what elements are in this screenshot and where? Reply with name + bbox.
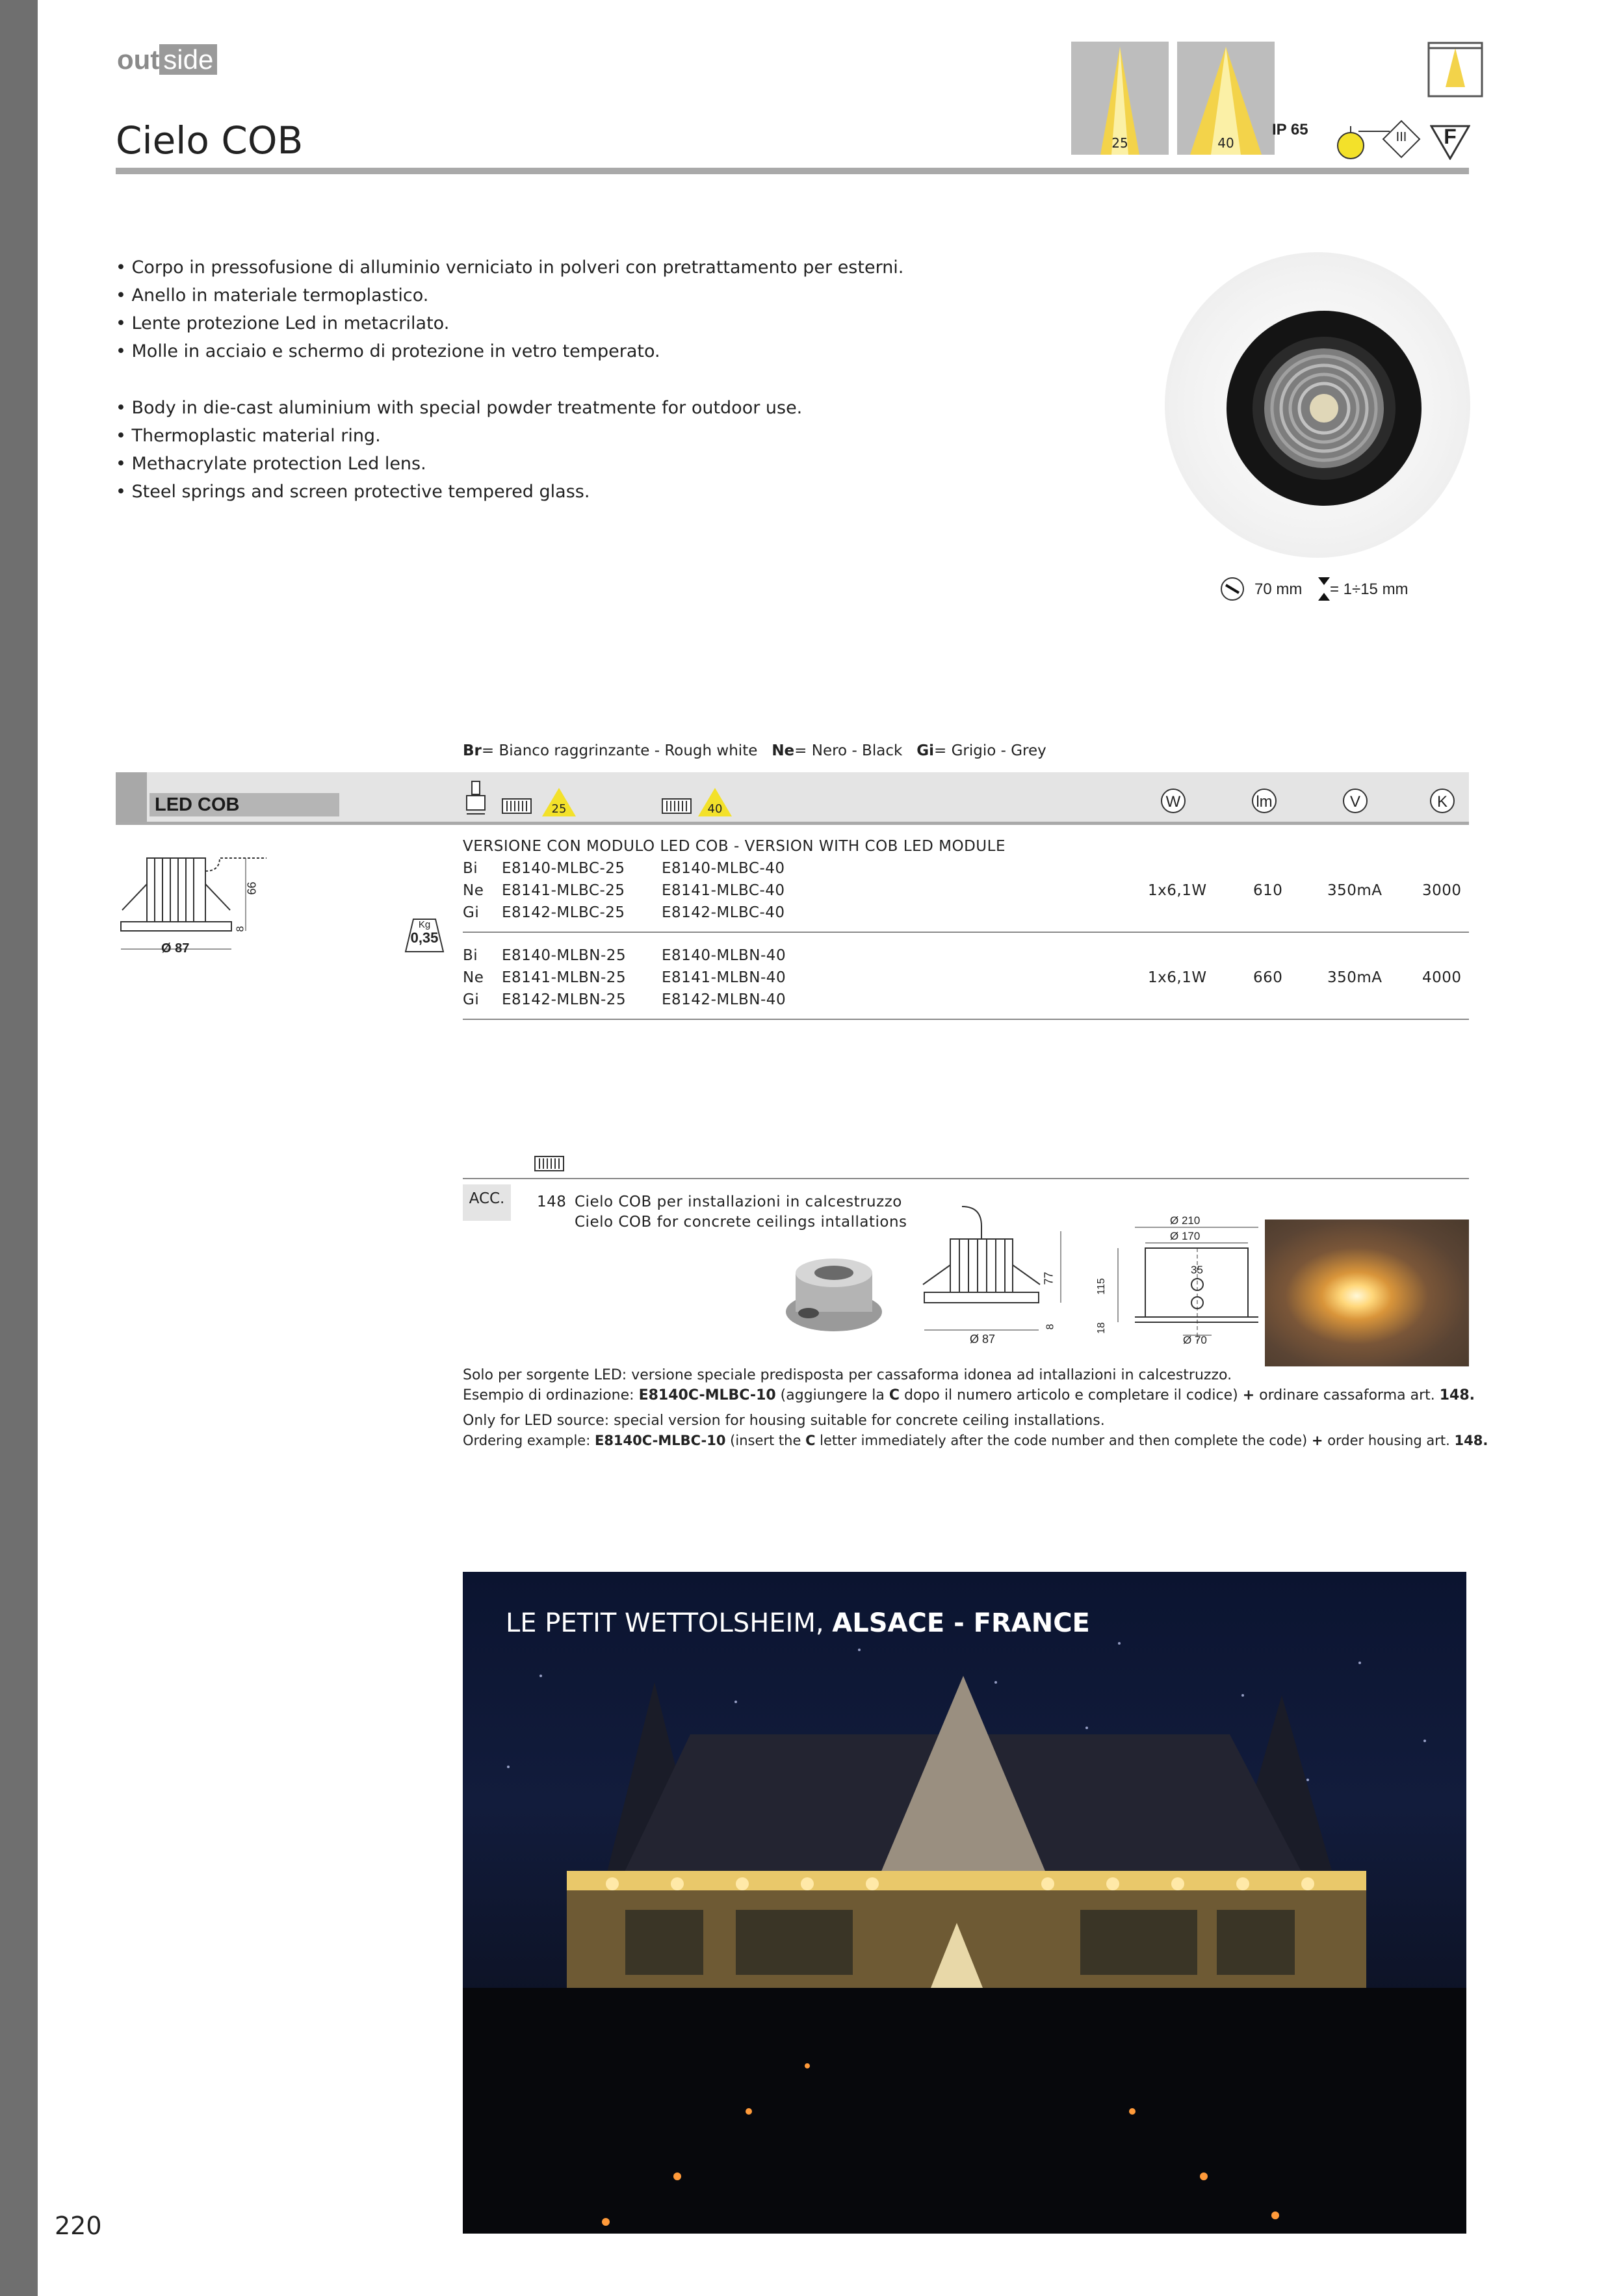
note-text: Ordering example: bbox=[463, 1433, 595, 1448]
note-letter: C bbox=[805, 1433, 816, 1448]
acc-dim-115: 115 bbox=[1095, 1278, 1107, 1295]
finish-cell: Gi bbox=[463, 991, 480, 1008]
finish-cell: Bi bbox=[463, 947, 478, 964]
acc-dim-d87: Ø 87 bbox=[970, 1333, 996, 1346]
legend-br-key: Br bbox=[463, 742, 482, 759]
barcode-icon-40 bbox=[662, 798, 692, 814]
reference-night-photo bbox=[463, 1572, 1466, 2234]
accessory-number: 148 bbox=[537, 1194, 567, 1210]
finish-cell: Ne bbox=[463, 969, 484, 986]
code25-cell: E8141-MLBN-25 bbox=[502, 969, 627, 986]
code40-cell: E8140-MLBN-40 bbox=[662, 947, 786, 964]
page-number: 220 bbox=[55, 2211, 102, 2240]
drawing-height: 66 bbox=[245, 881, 259, 895]
beam-25-icon bbox=[1071, 42, 1169, 155]
cutout-size: 70 mm bbox=[1254, 581, 1303, 598]
feature-it-3: • Lente protezione Led in metacrilato. bbox=[116, 313, 450, 333]
barcode-icon-acc bbox=[534, 1156, 564, 1171]
acc-dim-77: 77 bbox=[1042, 1272, 1056, 1285]
beam-40-triangle-label: 40 bbox=[707, 802, 723, 816]
acc-dim-d170: Ø 170 bbox=[1170, 1230, 1201, 1242]
group-1-kelvin: 3000 bbox=[1422, 882, 1462, 899]
feature-en-1: • Body in die-cast aluminium with special powder treatmente for outdoor use. bbox=[116, 398, 803, 418]
note-en-line2 bbox=[463, 1431, 1488, 1451]
caption-location: LE PETIT WETTOLSHEIM, bbox=[506, 1608, 833, 1638]
col-kelvin-icon: K bbox=[1430, 789, 1455, 813]
table-heading: VERSIONE CON MODULO LED COB - VERSION WITH COB LED MODULE bbox=[463, 838, 1006, 855]
note-letter: C bbox=[889, 1387, 900, 1403]
note-art: 148. bbox=[1454, 1433, 1488, 1448]
code40-cell: E8141-MLBN-40 bbox=[662, 969, 786, 986]
accessory-desc-it: Cielo COB per installazioni in calcestruzzo bbox=[575, 1194, 902, 1210]
table-row bbox=[463, 902, 785, 924]
finish-brush-icon bbox=[464, 780, 487, 815]
drawing-base: 8 bbox=[235, 926, 246, 932]
beam-40-label: 40 bbox=[1217, 135, 1234, 151]
group-2-kelvin: 4000 bbox=[1422, 969, 1462, 986]
f-mark-label: F bbox=[1444, 125, 1457, 148]
accessory-side-drawing bbox=[910, 1200, 1079, 1350]
accessory-label: ACC. bbox=[463, 1184, 511, 1221]
table-row bbox=[463, 945, 786, 967]
caption-region: ALSACE - FRANCE bbox=[832, 1608, 1090, 1638]
feature-it-4: • Molle in acciaio e schermo di protezione in vetro temperato. bbox=[116, 341, 660, 361]
legend-ne-text: = Nero - Black bbox=[794, 742, 903, 759]
accessory-desc-en: Cielo COB for concrete ceilings intallations bbox=[575, 1214, 907, 1231]
features-english bbox=[116, 394, 802, 506]
section-rule bbox=[116, 822, 1469, 825]
code25-cell: E8140-MLBC-25 bbox=[502, 860, 625, 877]
thickness-icon bbox=[1317, 576, 1331, 602]
code40-cell: E8142-MLBC-40 bbox=[662, 904, 785, 921]
note-text: (aggiungere la bbox=[775, 1387, 889, 1403]
feature-it-1: • Corpo in pressofusione di alluminio verniciato in polveri con pretrattamento per esterni. bbox=[116, 257, 904, 278]
table-group-2 bbox=[463, 945, 786, 1011]
note-plus: + bbox=[1242, 1387, 1255, 1403]
table-divider-1 bbox=[463, 932, 1469, 933]
beam-25-triangle-icon bbox=[541, 787, 577, 818]
brand-logo bbox=[117, 44, 217, 75]
product-photo bbox=[1165, 252, 1470, 558]
note-text: letter immediately after the code number and then complete the code) bbox=[815, 1433, 1312, 1448]
drawing-diameter: Ø 87 bbox=[161, 941, 190, 956]
group-2-watt: 1x6,1W bbox=[1148, 969, 1207, 986]
code25-cell: E8140-MLBN-25 bbox=[502, 947, 627, 964]
logo-text-side: side bbox=[159, 44, 217, 75]
thickness-range: = 1÷15 mm bbox=[1330, 581, 1409, 598]
logo-text-out: out bbox=[117, 44, 160, 75]
note-code: E8140C-MLBC-10 bbox=[638, 1387, 776, 1403]
note-text: ordinare cassaforma art. bbox=[1254, 1387, 1440, 1403]
note-text: (insert the bbox=[725, 1433, 806, 1448]
legend-gi-key: Gi bbox=[916, 742, 934, 759]
group-2-current: 350mA bbox=[1327, 969, 1383, 986]
legend-ne-key: Ne bbox=[772, 742, 795, 759]
beam-25-label: 25 bbox=[1111, 135, 1128, 151]
acc-dim-8: 8 bbox=[1045, 1324, 1056, 1330]
group-2-lumen: 660 bbox=[1253, 969, 1283, 986]
fixture-technical-drawing bbox=[116, 845, 278, 962]
group-1-watt: 1x6,1W bbox=[1148, 882, 1207, 899]
finish-cell: Gi bbox=[463, 904, 480, 921]
feature-en-4: • Steel springs and screen protective tempered glass. bbox=[116, 482, 590, 502]
code25-cell: E8142-MLBN-25 bbox=[502, 991, 627, 1008]
beam-25-triangle-label: 25 bbox=[551, 802, 567, 816]
table-row bbox=[463, 880, 785, 902]
note-text: Esempio di ordinazione: bbox=[463, 1387, 639, 1403]
f-mark-icon bbox=[1430, 124, 1470, 160]
title-rule bbox=[116, 168, 1469, 174]
code25-cell: E8142-MLBC-25 bbox=[502, 904, 625, 921]
cutout-icon bbox=[1219, 576, 1245, 602]
legend-br-text: = Bianco raggrinzante - Rough white bbox=[481, 742, 758, 759]
group-1-current: 350mA bbox=[1327, 882, 1383, 899]
legend-gi-text: = Grigio - Grey bbox=[934, 742, 1046, 759]
page-title: Cielo COB bbox=[116, 118, 304, 163]
accessory-rule bbox=[463, 1178, 1469, 1179]
acc-dim-d210: Ø 210 bbox=[1170, 1214, 1201, 1227]
table-row bbox=[463, 857, 785, 880]
code40-cell: E8141-MLBC-40 bbox=[662, 882, 785, 899]
acc-dim-d70: Ø 70 bbox=[1183, 1334, 1207, 1346]
weight-unit: Kg bbox=[418, 919, 431, 930]
note-it-line1: Solo per sorgente LED: versione speciale predisposta per cassaforma idonea ad intallazioni in calcestruzzo. bbox=[463, 1367, 1232, 1383]
table-divider-2 bbox=[463, 1019, 1469, 1020]
housing-section-drawing bbox=[1095, 1214, 1262, 1350]
note-en-line1: Only for LED source: special version for housing suitable for concrete ceiling installations. bbox=[463, 1413, 1105, 1429]
group-1-lumen: 610 bbox=[1253, 882, 1283, 899]
note-art: 148. bbox=[1439, 1387, 1475, 1403]
weight-icon bbox=[404, 917, 445, 953]
page-sidebar-strip bbox=[0, 0, 38, 2296]
housing-photo bbox=[783, 1253, 885, 1334]
col-volt-icon: V bbox=[1343, 789, 1368, 813]
recessed-fixture-icon bbox=[1427, 42, 1483, 98]
table-row bbox=[463, 989, 786, 1011]
feature-en-3: • Methacrylate protection Led lens. bbox=[116, 454, 426, 474]
finish-cell: Bi bbox=[463, 860, 478, 877]
col-lumen-icon: lm bbox=[1252, 789, 1277, 813]
note-plus: + bbox=[1311, 1433, 1323, 1448]
table-row bbox=[463, 967, 786, 989]
barcode-icon-25 bbox=[502, 798, 532, 814]
code40-cell: E8142-MLBN-40 bbox=[662, 991, 786, 1008]
photo-caption bbox=[506, 1608, 1090, 1638]
feature-it-2: • Anello in materiale termoplastico. bbox=[116, 285, 429, 306]
note-text: order housing art. bbox=[1323, 1433, 1455, 1448]
col-watt-icon: W bbox=[1161, 789, 1186, 813]
beam-40-triangle-icon bbox=[697, 787, 733, 818]
features-italian bbox=[116, 254, 903, 365]
beam-40-icon bbox=[1177, 42, 1275, 155]
class-iii-label: III bbox=[1396, 130, 1407, 144]
table-group-1 bbox=[463, 857, 785, 924]
finish-legend bbox=[463, 742, 1046, 759]
feature-en-2: • Thermoplastic material ring. bbox=[116, 426, 381, 446]
acc-dim-35: 35 bbox=[1191, 1264, 1203, 1276]
code25-cell: E8141-MLBC-25 bbox=[502, 882, 625, 899]
weight-value: 0,35 bbox=[410, 930, 439, 946]
installed-light-photo bbox=[1265, 1220, 1469, 1366]
note-code: E8140C-MLBC-10 bbox=[594, 1433, 726, 1448]
finish-cell: Ne bbox=[463, 882, 484, 899]
note-text: dopo il numero articolo e completare il codice) bbox=[900, 1387, 1243, 1403]
section-label: LED COB bbox=[149, 793, 339, 816]
ip-rating: IP 65 bbox=[1272, 121, 1308, 138]
section-band-tab bbox=[116, 772, 147, 822]
note-it-line2 bbox=[463, 1385, 1475, 1405]
class-iii-icon bbox=[1382, 120, 1421, 159]
code40-cell: E8140-MLBC-40 bbox=[662, 860, 785, 877]
acc-dim-18: 18 bbox=[1095, 1322, 1107, 1334]
